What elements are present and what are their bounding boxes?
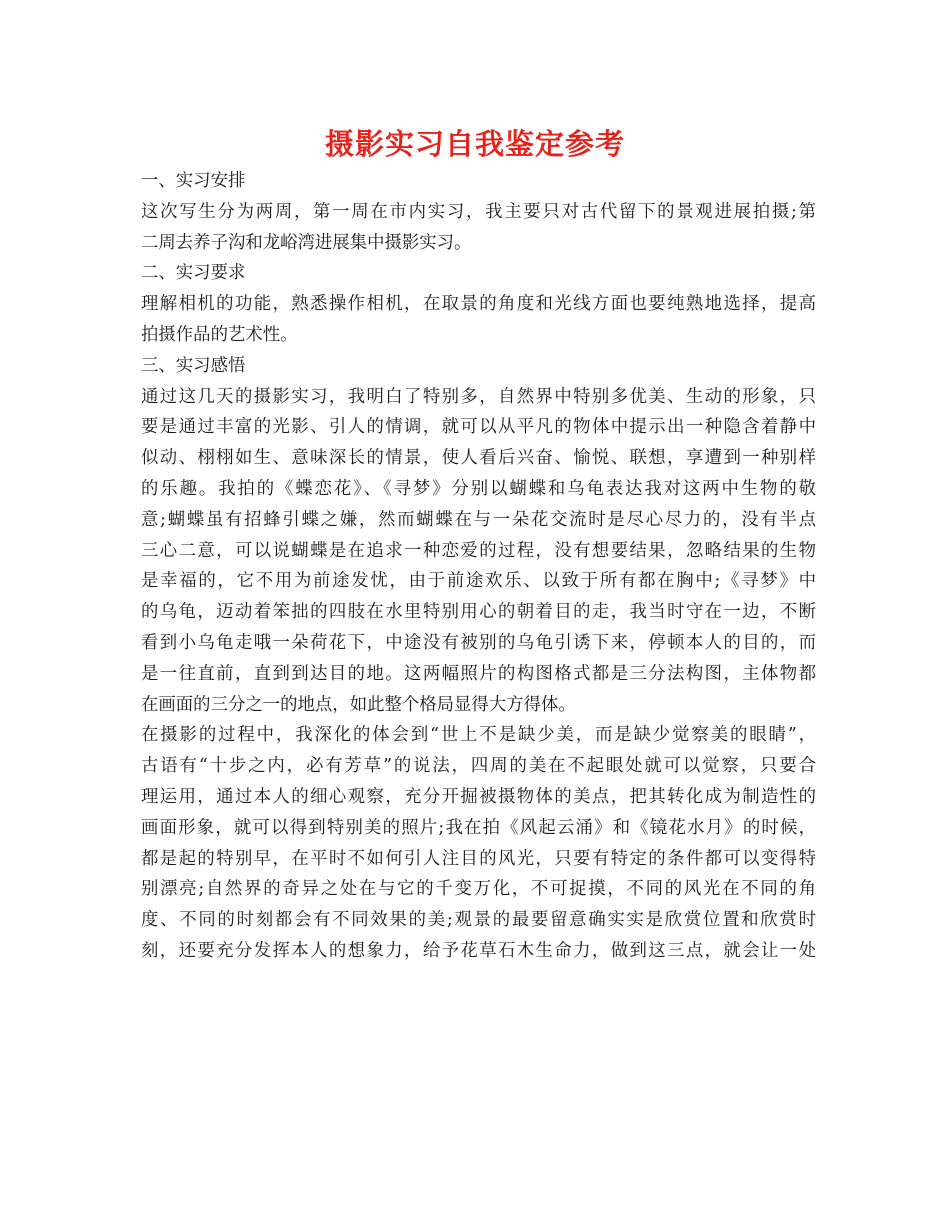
text-line: 的乐趣。我拍的《蝶恋花》、《寻梦》分别以蝴蝶和乌龟表达我对这两中生物的敬 xyxy=(141,478,816,499)
text-line: 是幸福的，它不用为前途发忧，由于前途欢乐、以致于所有都在胸中;《寻梦》中 xyxy=(141,571,816,592)
text-line: 二周去养子沟和龙峪湾进展集中摄影实习。 xyxy=(141,232,472,253)
text-line: 是一往直前，直到到达目的地。这两幅照片的构图格式都是三分法构图，主体物都 xyxy=(141,663,816,684)
text-line: 似动、栩栩如生、意味深长的情景，使人看后兴奋、愉悦、联想，享遭到一种别样 xyxy=(141,448,816,469)
text-line: 理解相机的功能，熟悉操作相机，在取景的角度和光线方面也要纯熟地选择，提高 xyxy=(141,294,816,315)
document-body xyxy=(141,166,816,967)
text-line: 三心二意，可以说蝴蝶是在追求一种恋爱的过程，没有想要结果，忽略结果的生物 xyxy=(141,540,816,561)
text-line: 二、实习要求 xyxy=(141,263,246,284)
text-line: 一、实习安排 xyxy=(141,171,246,191)
text-line: 意;蝴蝶虽有招蜂引蝶之嫌，然而蝴蝶在与一朵花交流时是尽心尽力的，没有半点 xyxy=(141,509,816,530)
document-title: 摄影实习自我鉴定参考 xyxy=(324,127,625,161)
text-line: 拍摄作品的艺术性。 xyxy=(141,324,298,345)
text-line: 度、不同的时刻都会有不同效果的美;观景的最要留意确实实是欣赏位置和欣赏时 xyxy=(141,910,816,931)
text-line: 三、实习感悟 xyxy=(141,355,246,376)
text-line: 的乌龟，迈动着笨拙的四肢在水里特别用心的朝着目的走，我当时守在一边，不断 xyxy=(141,602,816,623)
text-line: 理运用，通过本人的细心观察，充分开掘被摄物体的美点，把其转化成为制造性的 xyxy=(141,786,816,807)
text-line: 在画面的三分之一的地点，如此整个格局显得大方得体。 xyxy=(141,694,576,715)
text-line: 在摄影的过程中，我深化的体会到“世上不是缺少美，而是缺少觉察美的眼睛”， xyxy=(141,725,816,746)
text-line: 刻，还要充分发挥本人的想象力，给予花草石木生命力，做到这三点，就会让一处 xyxy=(141,940,816,961)
text-line: 看到小乌龟走哦一朵荷花下，中途没有被别的乌龟引诱下来，停顿本人的目的，而 xyxy=(141,632,816,653)
text-line: 画面形象，就可以得到特别美的照片;我在拍《风起云涌》和《镜花水月》的时候， xyxy=(141,817,816,838)
text-line: 通过这几天的摄影实习，我明白了特别多，自然界中特别多优美、生动的形象，只 xyxy=(141,386,816,407)
text-line: 这次写生分为两周，第一周在市内实习，我主要只对古代留下的景观进展拍摄;第 xyxy=(141,201,816,222)
text-line: 要是通过丰富的光影、引人的情调，就可以从平凡的物体中提示出一种隐含着静中 xyxy=(141,417,816,438)
text-line: 都是起的特别早，在平时不如何引人注目的风光，只要有特定的条件都可以变得特 xyxy=(141,848,816,869)
text-line: 古语有“十步之内，必有芳草”的说法，四周的美在不起眼处就可以觉察，只要合 xyxy=(141,756,816,777)
text-line: 别漂亮;自然界的奇异之处在与它的千变万化，不可捉摸，不同的风光在不同的角 xyxy=(141,879,816,900)
